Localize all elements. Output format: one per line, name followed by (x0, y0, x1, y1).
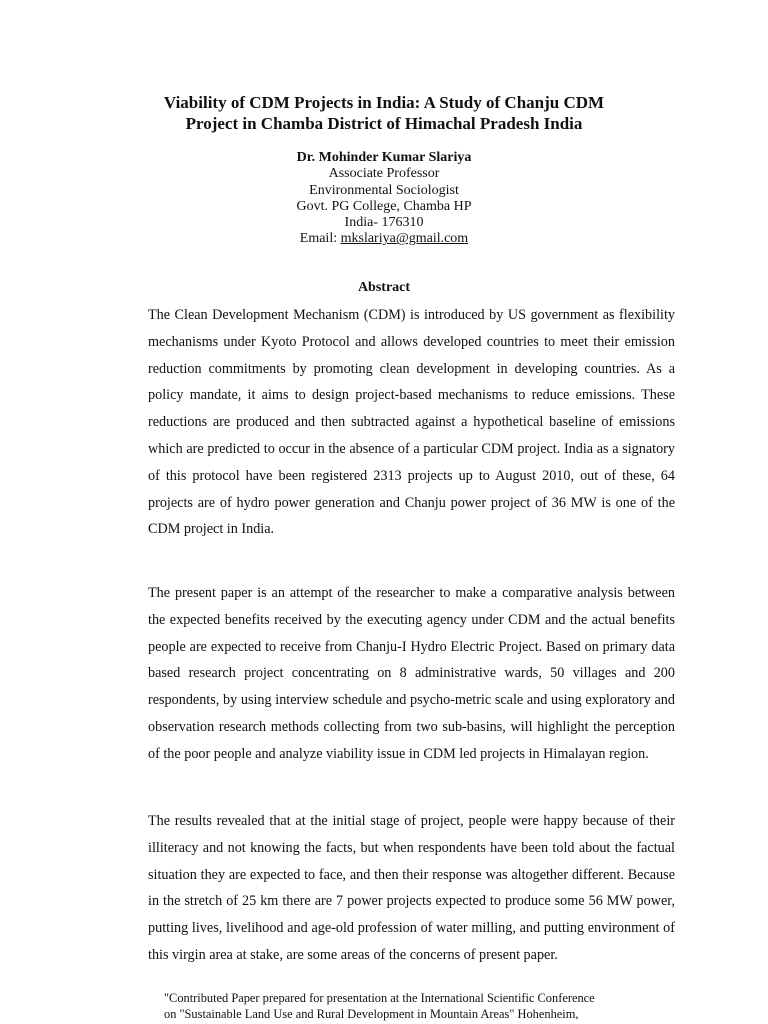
title-line-1: Viability of CDM Projects in India: A Study of Chanju CDM (163, 93, 605, 112)
email-link[interactable]: mkslariya@gmail.com (340, 231, 469, 247)
email-label: Email: (299, 231, 341, 247)
author-institution: Govt. PG College, Chamba HP (296, 198, 472, 214)
title-line-2: Project in Chamba District of Himachal Pradesh India (185, 114, 583, 133)
abstract-paragraph-3: The results revealed that at the initial stage of project, people were happy because of their illiteracy and not knowing the facts, but when respondents have been told about the factual situation they are expected to face, and then their response was altogether different. Because in the stretch of 25 km there are 7 power projects expected to produce some 56 MW power, putting lives, livelihood and age-old profession of water milling, and putting environment of this virgin area at stake, are some areas of the concerns of present paper. (148, 813, 675, 963)
footnote (164, 990, 684, 1022)
abstract-paragraph-2: The present paper is an attempt of the researcher to make a comparative analysis between the expected benefits received by the executing agency under CDM and the actual benefits people are expected to receive from Chanju-I Hydro Electric Project. Based on primary data based research project concentrating on 8 administrative wards, 50 villages and 200 respondents, by using interview schedule and psycho-metric scale and using exploratory and observation research methods collecting from two sub-basins, will highlight the perception of the poor people and analyze viability issue in CDM led projects in Himalayan region. (148, 585, 675, 762)
author-role: Environmental Sociologist (309, 182, 459, 198)
abstract-heading: Abstract (357, 280, 411, 295)
author-block (184, 150, 584, 248)
footnote-line-1: "Contributed Paper prepared for presentation at the International Scientific Conference (164, 991, 595, 1005)
author-country-pin: India- 176310 (344, 215, 424, 231)
footnote-line-2: on "Sustainable Land Use and Rural Development in Mountain Areas" Hohenheim, (164, 1007, 579, 1021)
author-name: Dr. Mohinder Kumar Slariya (296, 150, 472, 165)
paper-title (100, 92, 668, 134)
author-position: Associate Professor (328, 166, 440, 182)
author-email-line (184, 231, 584, 247)
abstract-paragraph-1: The Clean Development Mechanism (CDM) is introduced by US government as flexibility mechanisms under Kyoto Protocol and allows developed countries to meet their emission reduction commitments by promoting clean development in developing countries. As a policy mandate, it aims to design project-based mechanisms to reduce emissions. These reductions are produced and then subtracted against a hypothetical baseline of emissions which are predicted to occur in the absence of a particular CDM project. India as a signatory of this protocol have been registered 2313 projects up to August 2010, out of these, 64 projects are of hydro power generation and Chanju power project of 36 MW is one of the CDM project in India. (148, 307, 675, 538)
